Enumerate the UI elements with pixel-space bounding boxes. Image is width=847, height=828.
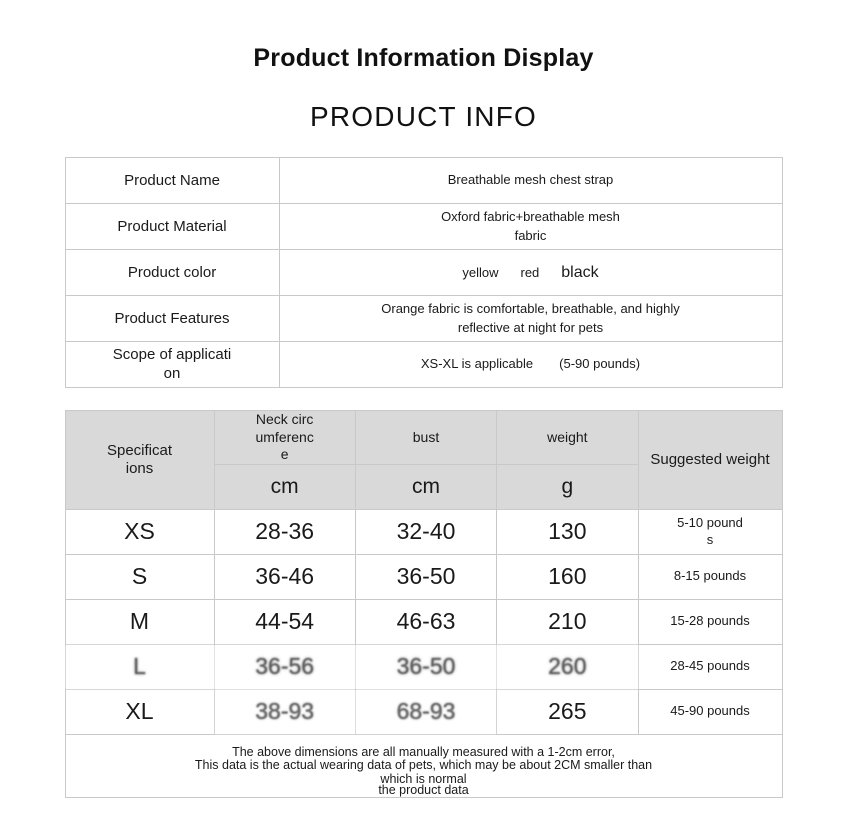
product-info-table	[65, 157, 783, 388]
size-table-header-row	[65, 411, 782, 465]
table-row	[65, 644, 782, 689]
column-header-suggested-weight: Suggested weight	[638, 411, 782, 510]
neck-header-line-3: e	[280, 446, 289, 462]
neck-value-xl: 38-93	[214, 689, 355, 734]
note-line-4: the product data	[378, 782, 469, 797]
neck-header-line-2: umferenc	[255, 428, 314, 445]
table-row	[65, 158, 782, 204]
weight-value-m: 210	[497, 599, 638, 644]
info-label-product-features: Product Features	[65, 296, 279, 342]
weight-value-s: 160	[497, 554, 638, 599]
color-option-black: black	[561, 263, 599, 281]
table-row	[65, 250, 782, 296]
info-label-scope-of-application	[65, 342, 279, 388]
material-line-1: Oxford fabric+breathable mesh	[441, 208, 620, 224]
table-row	[65, 689, 782, 734]
table-row	[65, 342, 782, 388]
column-header-specifications	[65, 411, 214, 510]
column-header-bust: bust	[355, 411, 496, 465]
column-header-neck-circumference	[214, 411, 355, 465]
page-title: Product Information Display	[253, 44, 594, 72]
scope-label-line-1: Scope of applicati	[112, 345, 232, 363]
neck-value-xs: 28-36	[214, 509, 355, 554]
info-value-product-color	[279, 250, 782, 296]
size-value-xl: XL	[65, 689, 214, 734]
product-info-page	[0, 44, 847, 828]
size-value-l: L	[65, 644, 214, 689]
table-row	[65, 599, 782, 644]
size-table-note-row	[65, 734, 782, 797]
bust-value-l: 36-50	[355, 644, 496, 689]
measurement-note	[65, 734, 782, 797]
suggested-value-xl: 45-90 pounds	[638, 689, 782, 734]
weight-value-xs: 130	[497, 509, 638, 554]
info-value-product-features	[279, 296, 782, 342]
bust-value-xs: 32-40	[355, 509, 496, 554]
material-line-2: fabric	[514, 227, 547, 243]
neck-value-s: 36-46	[214, 554, 355, 599]
scope-label-line-2: on	[163, 364, 181, 382]
spec-header-line-2: ions	[125, 459, 154, 477]
size-value-m: M	[65, 599, 214, 644]
scope-value-weight: (5-90 pounds)	[559, 356, 641, 372]
suggested-value-s: 8-15 pounds	[638, 554, 782, 599]
info-value-product-name: Breathable mesh chest strap	[279, 158, 782, 204]
note-line-3: which is normal	[380, 771, 467, 786]
bust-value-m: 46-63	[355, 599, 496, 644]
note-line-2: This data is the actual wearing data of pets, which may be about 2CM smaller than	[194, 757, 653, 772]
note-line-1: The above dimensions are all manually measured with a 1-2cm error,	[232, 744, 615, 759]
color-option-red: red	[520, 264, 540, 280]
table-row	[65, 204, 782, 250]
scope-value-range: XS-XL is applicable	[420, 356, 534, 372]
suggested-value-xs	[638, 509, 782, 554]
neck-header-line-1: Neck circ	[255, 411, 314, 427]
color-option-yellow: yellow	[462, 264, 499, 280]
size-value-s: S	[65, 554, 214, 599]
table-row	[65, 296, 782, 342]
info-label-product-material: Product Material	[65, 204, 279, 250]
unit-weight-g: g	[497, 464, 638, 509]
weight-value-xl: 265	[497, 689, 638, 734]
features-line-1: Orange fabric is comfortable, breathable, and highly	[381, 300, 680, 316]
suggested-value-m: 15-28 pounds	[638, 599, 782, 644]
info-label-product-color: Product color	[65, 250, 279, 296]
suggested-value-l: 28-45 pounds	[638, 644, 782, 689]
spec-header-line-1: Specificat	[106, 441, 173, 459]
column-header-weight: weight	[497, 411, 638, 465]
bust-value-s: 36-50	[355, 554, 496, 599]
unit-neck-cm: cm	[214, 464, 355, 509]
info-label-product-name: Product Name	[65, 158, 279, 204]
weight-value-l: 260	[497, 644, 638, 689]
size-value-xs: XS	[65, 509, 214, 554]
info-value-scope-of-application	[279, 342, 782, 388]
suggested-xs-line-1: 5-10 pound	[677, 514, 743, 530]
table-row	[65, 509, 782, 554]
table-row	[65, 554, 782, 599]
neck-value-m: 44-54	[214, 599, 355, 644]
bust-value-xl: 68-93	[355, 689, 496, 734]
info-value-product-material	[279, 204, 782, 250]
size-chart-table	[65, 410, 783, 798]
suggested-xs-line-2: s	[706, 531, 714, 547]
neck-value-l: 36-56	[214, 644, 355, 689]
unit-bust-cm: cm	[355, 464, 496, 509]
features-line-2: reflective at night for pets	[457, 319, 604, 335]
page-subtitle: PRODUCT INFO	[310, 101, 537, 132]
